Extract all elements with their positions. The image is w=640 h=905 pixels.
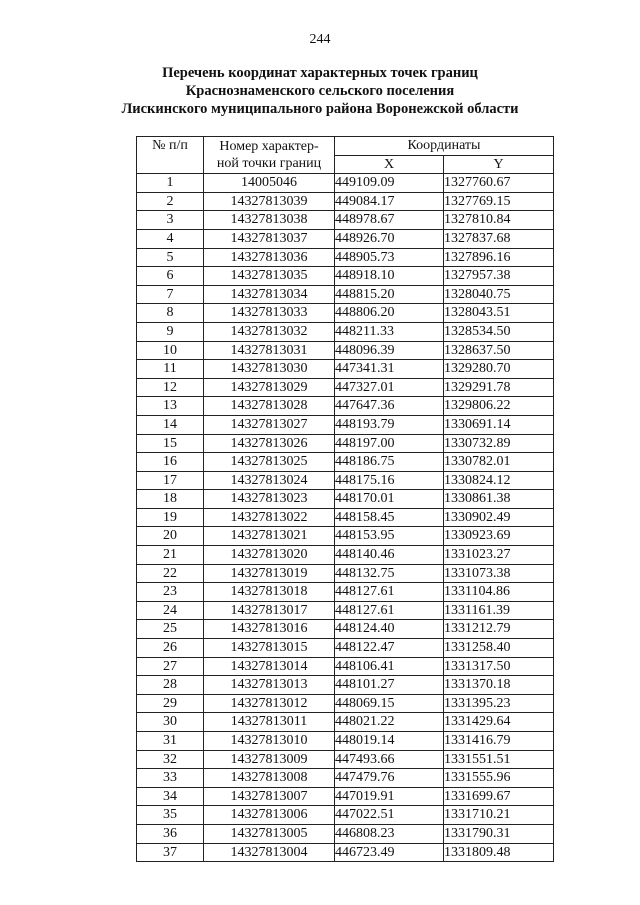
point-number-cell: 14327813005	[204, 824, 335, 843]
y-coordinate-cell: 1327837.68	[444, 229, 554, 248]
point-number-cell: 14327813020	[204, 546, 335, 565]
x-coordinate-cell: 448140.46	[335, 546, 444, 565]
table-row	[137, 267, 554, 286]
row-number-cell: 34	[137, 787, 204, 806]
row-number-cell: 9	[137, 322, 204, 341]
point-number-cell: 14327813017	[204, 601, 335, 620]
y-coordinate-cell: 1331395.23	[444, 694, 554, 713]
point-number-cell: 14327813011	[204, 713, 335, 732]
x-coordinate-cell: 448806.20	[335, 304, 444, 323]
point-number-cell: 14327813007	[204, 787, 335, 806]
row-number-cell: 13	[137, 397, 204, 416]
x-coordinate-cell: 448186.75	[335, 453, 444, 472]
y-coordinate-cell: 1331317.50	[444, 657, 554, 676]
y-coordinate-cell: 1331551.51	[444, 750, 554, 769]
y-coordinate-cell: 1330732.89	[444, 434, 554, 453]
y-coordinate-cell: 1331429.64	[444, 713, 554, 732]
x-coordinate-cell: 448122.47	[335, 639, 444, 658]
header-coordinates: Координаты	[335, 137, 554, 156]
row-number-cell: 15	[137, 434, 204, 453]
table-body	[137, 174, 554, 862]
x-coordinate-cell: 448815.20	[335, 285, 444, 304]
point-number-cell: 14327813004	[204, 843, 335, 862]
header-point-number	[204, 137, 335, 174]
table-row	[137, 676, 554, 695]
x-coordinate-cell: 448211.33	[335, 322, 444, 341]
y-coordinate-cell: 1328534.50	[444, 322, 554, 341]
table-row	[137, 378, 554, 397]
row-number-cell: 27	[137, 657, 204, 676]
row-number-cell: 16	[137, 453, 204, 472]
x-coordinate-cell: 447327.01	[335, 378, 444, 397]
table-row	[137, 750, 554, 769]
table-row	[137, 211, 554, 230]
x-coordinate-cell: 448197.00	[335, 434, 444, 453]
point-number-cell: 14327813013	[204, 676, 335, 695]
x-coordinate-cell: 447019.91	[335, 787, 444, 806]
header-point-line: ной точки границ	[216, 156, 322, 172]
x-coordinate-cell: 448158.45	[335, 508, 444, 527]
row-number-cell: 23	[137, 583, 204, 602]
y-coordinate-cell: 1331790.31	[444, 824, 554, 843]
row-number-cell: 33	[137, 769, 204, 788]
x-coordinate-cell: 447022.51	[335, 806, 444, 825]
table-row	[137, 806, 554, 825]
x-coordinate-cell: 448918.10	[335, 267, 444, 286]
table-row	[137, 732, 554, 751]
point-number-cell: 14327813027	[204, 415, 335, 434]
y-coordinate-cell: 1331699.67	[444, 787, 554, 806]
y-coordinate-cell: 1327896.16	[444, 248, 554, 267]
point-number-cell: 14327813029	[204, 378, 335, 397]
row-number-cell: 17	[137, 471, 204, 490]
point-number-cell: 14327813008	[204, 769, 335, 788]
point-number-cell: 14327813035	[204, 267, 335, 286]
x-coordinate-cell: 447341.31	[335, 360, 444, 379]
title-line: Перечень координат характерных точек границ	[162, 65, 478, 81]
x-coordinate-cell: 449109.09	[335, 174, 444, 193]
point-number-cell: 14327813015	[204, 639, 335, 658]
y-coordinate-cell: 1330902.49	[444, 508, 554, 527]
row-number-cell: 14	[137, 415, 204, 434]
point-number-cell: 14327813034	[204, 285, 335, 304]
row-number-cell: 11	[137, 360, 204, 379]
y-coordinate-cell: 1331073.38	[444, 564, 554, 583]
table-row	[137, 601, 554, 620]
y-coordinate-cell: 1330923.69	[444, 527, 554, 546]
row-number-cell: 32	[137, 750, 204, 769]
x-coordinate-cell: 448175.16	[335, 471, 444, 490]
row-number-cell: 5	[137, 248, 204, 267]
table-row	[137, 192, 554, 211]
point-number-cell: 14327813030	[204, 360, 335, 379]
y-coordinate-cell: 1327957.38	[444, 267, 554, 286]
x-coordinate-cell: 448019.14	[335, 732, 444, 751]
table-row	[137, 564, 554, 583]
point-number-cell: 14327813012	[204, 694, 335, 713]
table-row	[137, 843, 554, 862]
x-coordinate-cell: 448101.27	[335, 676, 444, 695]
table-row	[137, 341, 554, 360]
row-number-cell: 31	[137, 732, 204, 751]
y-coordinate-cell: 1327769.15	[444, 192, 554, 211]
x-coordinate-cell: 448069.15	[335, 694, 444, 713]
row-number-cell: 28	[137, 676, 204, 695]
row-number-cell: 12	[137, 378, 204, 397]
point-number-cell: 14327813031	[204, 341, 335, 360]
table-row	[137, 713, 554, 732]
y-coordinate-cell: 1331416.79	[444, 732, 554, 751]
table-row	[137, 471, 554, 490]
y-coordinate-cell: 1330861.38	[444, 490, 554, 509]
y-coordinate-cell: 1331555.96	[444, 769, 554, 788]
point-number-cell: 14327813028	[204, 397, 335, 416]
y-coordinate-cell: 1330782.01	[444, 453, 554, 472]
point-number-cell: 14327813036	[204, 248, 335, 267]
x-coordinate-cell: 448124.40	[335, 620, 444, 639]
table-row	[137, 546, 554, 565]
x-coordinate-cell: 448096.39	[335, 341, 444, 360]
page-number: 244	[309, 32, 331, 47]
row-number-cell: 25	[137, 620, 204, 639]
y-coordinate-cell: 1328040.75	[444, 285, 554, 304]
table-row	[137, 415, 554, 434]
row-number-cell: 2	[137, 192, 204, 211]
table-row	[137, 322, 554, 341]
row-number-cell: 6	[137, 267, 204, 286]
point-number-cell: 14327813006	[204, 806, 335, 825]
table-row	[137, 620, 554, 639]
row-number-cell: 26	[137, 639, 204, 658]
y-coordinate-cell: 1329291.78	[444, 378, 554, 397]
table-row	[137, 527, 554, 546]
header-x: X	[335, 155, 444, 174]
y-coordinate-cell: 1327810.84	[444, 211, 554, 230]
y-coordinate-cell: 1331161.39	[444, 601, 554, 620]
x-coordinate-cell: 448106.41	[335, 657, 444, 676]
x-coordinate-cell: 447647.36	[335, 397, 444, 416]
header-y: Y	[444, 155, 554, 174]
header-row-number: № п/п	[137, 137, 204, 174]
point-number-cell: 14327813039	[204, 192, 335, 211]
row-number-cell: 21	[137, 546, 204, 565]
row-number-cell: 7	[137, 285, 204, 304]
point-number-cell: 14005046	[204, 174, 335, 193]
y-coordinate-cell: 1331258.40	[444, 639, 554, 658]
point-number-cell: 14327813021	[204, 527, 335, 546]
point-number-cell: 14327813009	[204, 750, 335, 769]
table-row	[137, 639, 554, 658]
y-coordinate-cell: 1331212.79	[444, 620, 554, 639]
y-coordinate-cell: 1329280.70	[444, 360, 554, 379]
row-number-cell: 35	[137, 806, 204, 825]
point-number-cell: 14327813038	[204, 211, 335, 230]
x-coordinate-cell: 449084.17	[335, 192, 444, 211]
table-row	[137, 434, 554, 453]
row-number-cell: 29	[137, 694, 204, 713]
x-coordinate-cell: 448978.67	[335, 211, 444, 230]
table-row	[137, 769, 554, 788]
point-number-cell: 14327813037	[204, 229, 335, 248]
point-number-cell: 14327813019	[204, 564, 335, 583]
row-number-cell: 30	[137, 713, 204, 732]
row-number-cell: 10	[137, 341, 204, 360]
x-coordinate-cell: 448127.61	[335, 583, 444, 602]
x-coordinate-cell: 447479.76	[335, 769, 444, 788]
title-line: Лискинского муниципального района Воронежской области	[121, 101, 519, 117]
point-number-cell: 14327813022	[204, 508, 335, 527]
x-coordinate-cell: 448905.73	[335, 248, 444, 267]
x-coordinate-cell: 448153.95	[335, 527, 444, 546]
table-row	[137, 360, 554, 379]
point-number-cell: 14327813026	[204, 434, 335, 453]
point-number-cell: 14327813033	[204, 304, 335, 323]
x-coordinate-cell: 447493.66	[335, 750, 444, 769]
table-row	[137, 583, 554, 602]
row-number-cell: 24	[137, 601, 204, 620]
table-row	[137, 508, 554, 527]
point-number-cell: 14327813014	[204, 657, 335, 676]
y-coordinate-cell: 1331370.18	[444, 676, 554, 695]
y-coordinate-cell: 1328043.51	[444, 304, 554, 323]
point-number-cell: 14327813018	[204, 583, 335, 602]
row-number-cell: 3	[137, 211, 204, 230]
x-coordinate-cell: 448926.70	[335, 229, 444, 248]
point-number-cell: 14327813010	[204, 732, 335, 751]
point-number-cell: 14327813016	[204, 620, 335, 639]
x-coordinate-cell: 446808.23	[335, 824, 444, 843]
table-row	[137, 248, 554, 267]
header-point-line: Номер характер-	[219, 138, 319, 154]
point-number-cell: 14327813024	[204, 471, 335, 490]
x-coordinate-cell: 448193.79	[335, 415, 444, 434]
table-row	[137, 657, 554, 676]
y-coordinate-cell: 1330691.14	[444, 415, 554, 434]
y-coordinate-cell: 1328637.50	[444, 341, 554, 360]
y-coordinate-cell: 1331710.21	[444, 806, 554, 825]
row-number-cell: 22	[137, 564, 204, 583]
x-coordinate-cell: 446723.49	[335, 843, 444, 862]
table-row	[137, 490, 554, 509]
y-coordinate-cell: 1331104.86	[444, 583, 554, 602]
table-row	[137, 174, 554, 193]
y-coordinate-cell: 1331023.27	[444, 546, 554, 565]
table-row	[137, 229, 554, 248]
table-row	[137, 397, 554, 416]
table-row	[137, 824, 554, 843]
y-coordinate-cell: 1327760.67	[444, 174, 554, 193]
title-line: Краснознаменского сельского поселения	[185, 83, 455, 99]
row-number-cell: 1	[137, 174, 204, 193]
row-number-cell: 18	[137, 490, 204, 509]
y-coordinate-cell: 1331809.48	[444, 843, 554, 862]
table-row	[137, 694, 554, 713]
x-coordinate-cell: 448132.75	[335, 564, 444, 583]
x-coordinate-cell: 448127.61	[335, 601, 444, 620]
point-number-cell: 14327813023	[204, 490, 335, 509]
table-row	[137, 453, 554, 472]
row-number-cell: 37	[137, 843, 204, 862]
x-coordinate-cell: 448170.01	[335, 490, 444, 509]
coordinates-table	[136, 136, 554, 862]
row-number-cell: 8	[137, 304, 204, 323]
table-row	[137, 787, 554, 806]
row-number-cell: 4	[137, 229, 204, 248]
y-coordinate-cell: 1330824.12	[444, 471, 554, 490]
row-number-cell: 20	[137, 527, 204, 546]
row-number-cell: 36	[137, 824, 204, 843]
row-number-cell: 19	[137, 508, 204, 527]
table-row	[137, 285, 554, 304]
y-coordinate-cell: 1329806.22	[444, 397, 554, 416]
table-row	[137, 304, 554, 323]
x-coordinate-cell: 448021.22	[335, 713, 444, 732]
point-number-cell: 14327813025	[204, 453, 335, 472]
document-title	[60, 64, 580, 118]
point-number-cell: 14327813032	[204, 322, 335, 341]
